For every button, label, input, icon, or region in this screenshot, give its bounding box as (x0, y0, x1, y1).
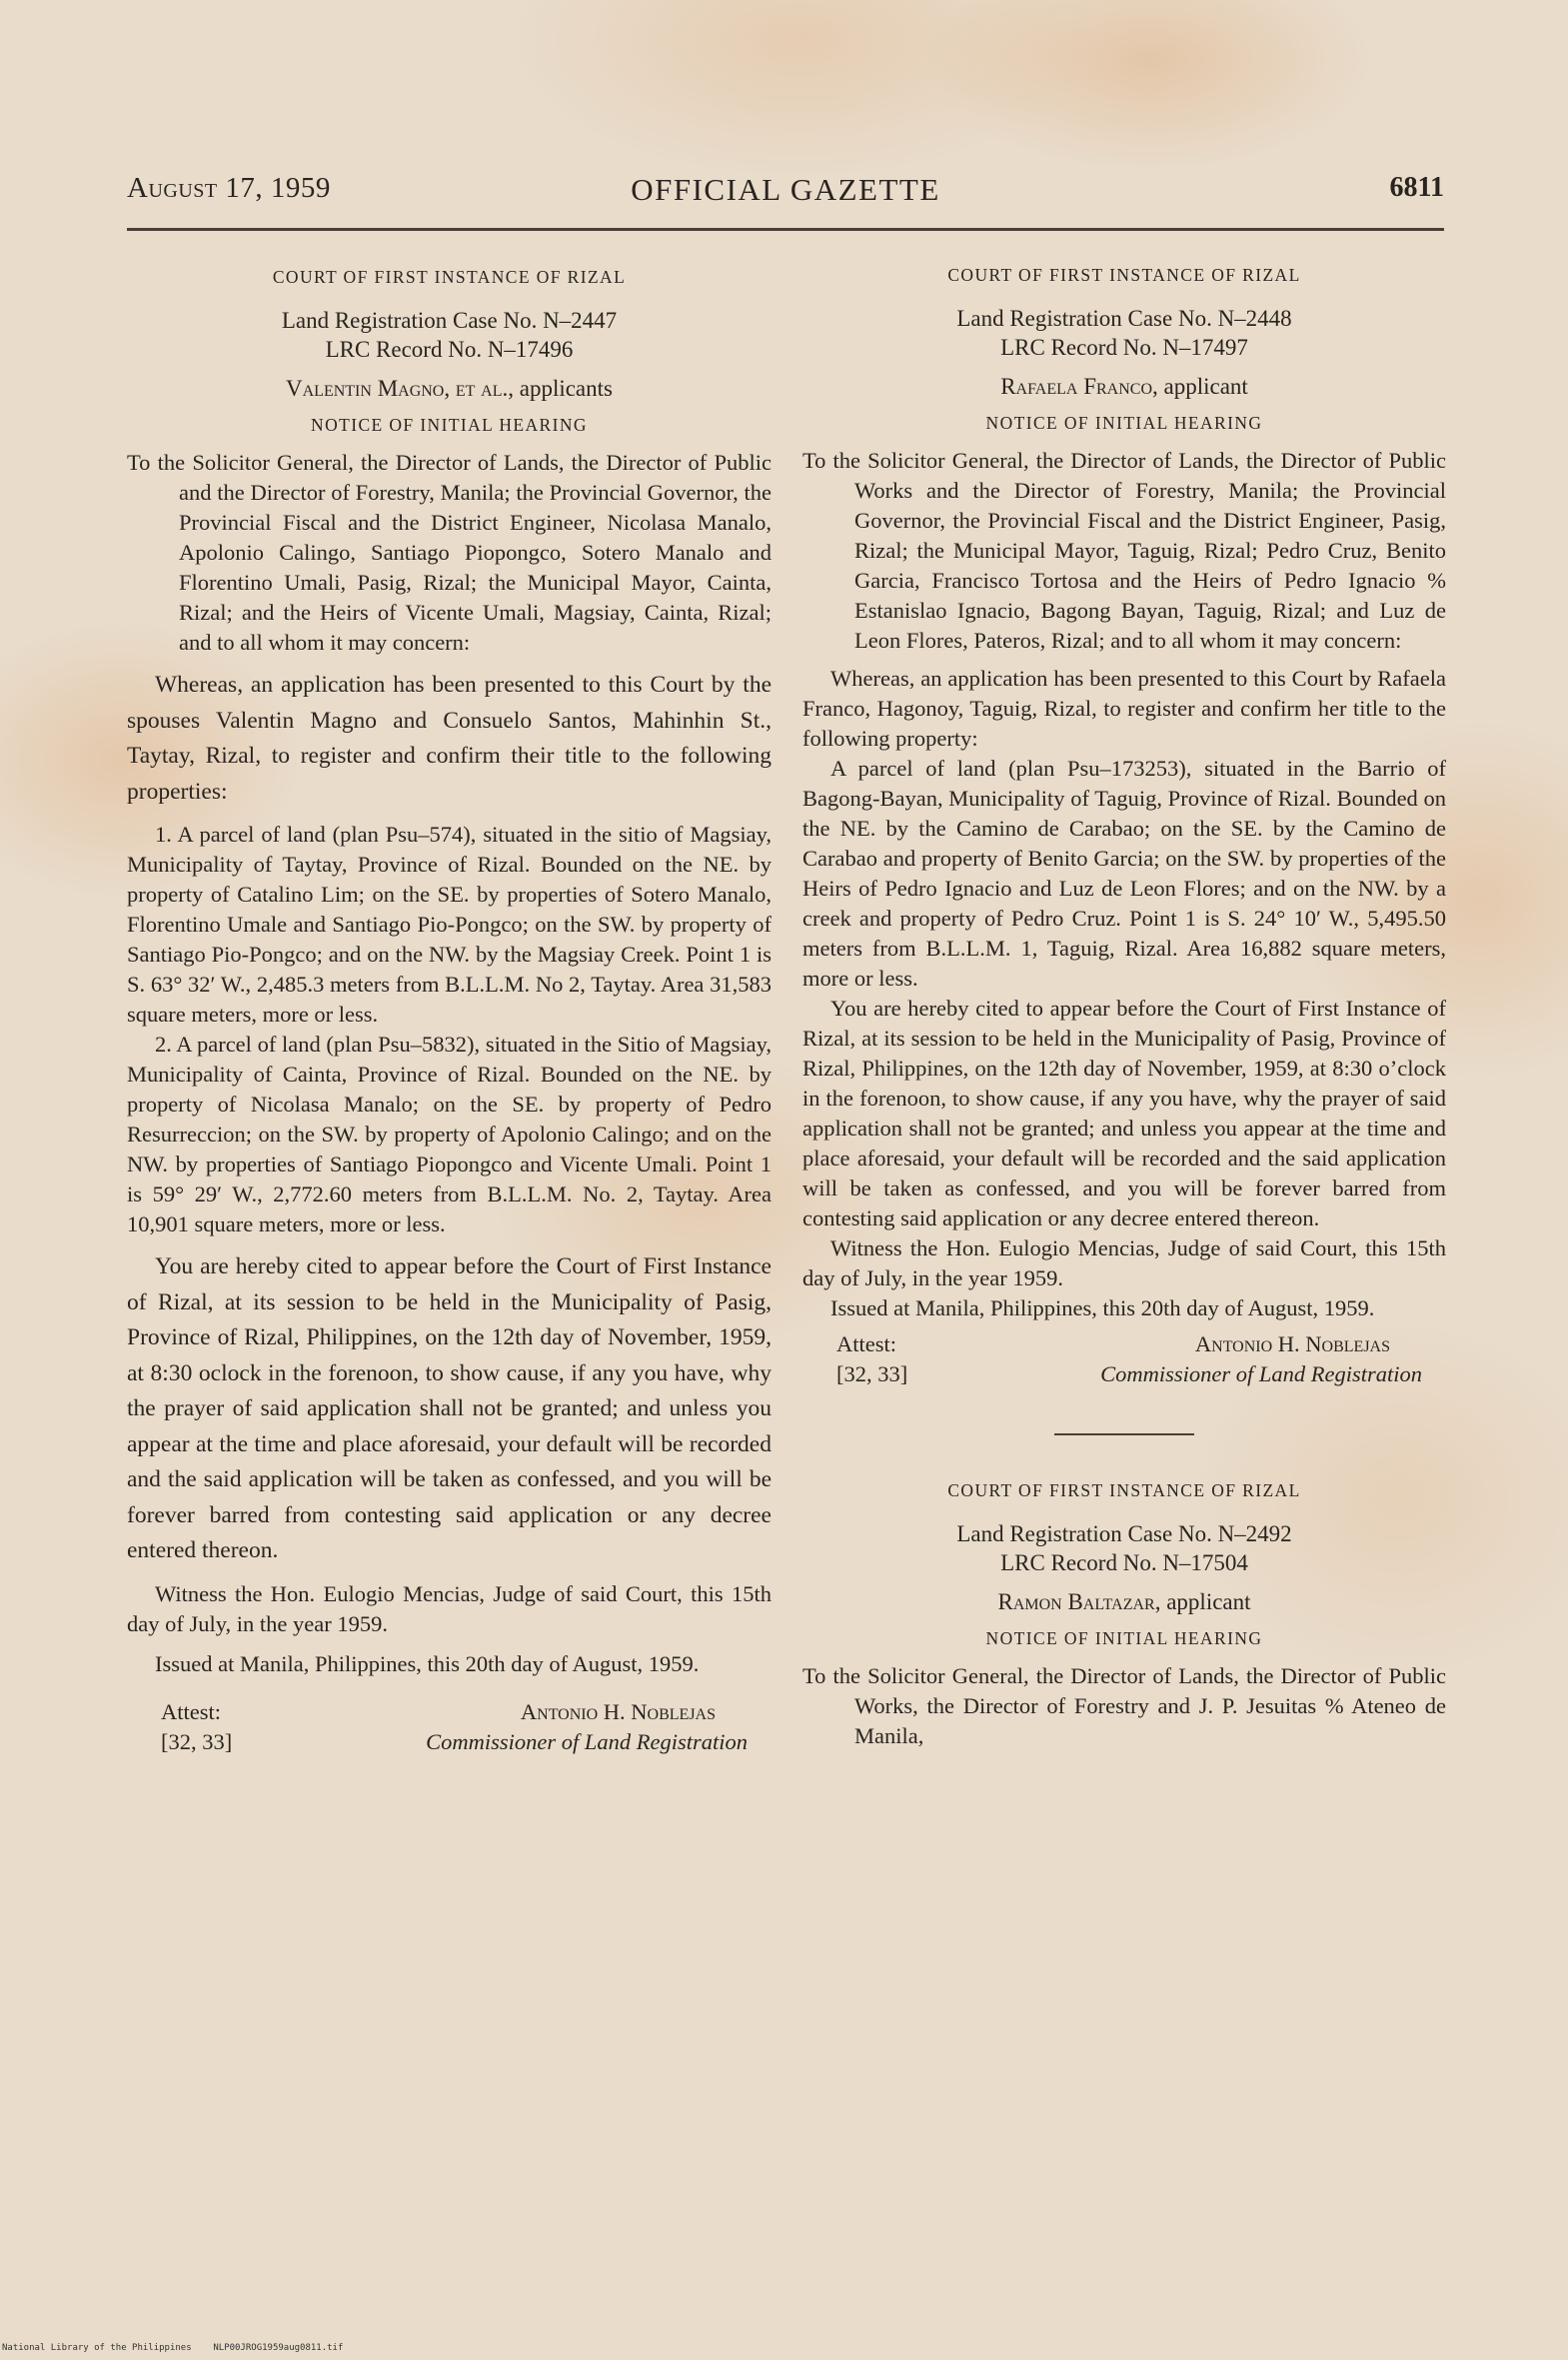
page-header (127, 172, 1444, 212)
page-number: 6811 (1389, 172, 1444, 203)
applicant-name: Rafaela Franco, (1000, 374, 1158, 399)
parcel-1-paragraph: 1. A parcel of land (plan Psu–574), situated in the sitio of Magsiay, Municipality of Taytay, Province of Rizal. Bounded on the NE. by property of Catalino Lim; on the SE. by properties of Sotero Manalo, Florentino Umale and Santiago Pio-Pongco; on the SW. by property of Santiago Pio-Pongco; and on the NW. by the Magsiay Creek. Point 1 is S. 63° 32′ W., 2,485.3 meters from B.L.L.M. No 2, Taytay. Area 31,583 square meters, more or less. (127, 822, 772, 1027)
applicant-line (802, 372, 1446, 402)
reference-numbers: [32, 33] (836, 1361, 908, 1386)
record-number: LRC Record No. N–17496 (325, 337, 574, 362)
applicant-line (802, 1587, 1446, 1617)
parcel-paragraph: A parcel of land (plan Psu–173253), situated in the Barrio of Bagong-Bayan, Municipality of Taguig, Province of Rizal. Bounded on the NE. by the Camino de Carabao; on the SE. by the Camino de Carabao and property of Benito Garcia; on the SW. by properties of the Heirs of Pedro Ignacio and Luz de Leon Flores; and on the NW. by a creek and property of Pedro Cruz. Point 1 is S. 24° 10′ W., 5,495.50 meters from B.L.L.M. 1, Taguig, Rizal. Area 16,882 square meters, more or less. (802, 756, 1446, 991)
signer-title: Commissioner of Land Registration (426, 1728, 748, 1754)
case-number: Land Registration Case No. N–2448 (956, 306, 1292, 331)
applicant-line (127, 374, 772, 404)
applicant-role: applicant (1166, 1589, 1251, 1614)
case-number: Land Registration Case No. N–2492 (956, 1521, 1292, 1546)
case-number: Land Registration Case No. N–2447 (281, 308, 618, 333)
court-heading: COURT OF FIRST INSTANCE OF RIZAL (272, 267, 627, 287)
citation-paragraph: You are hereby cited to appear before the Court of First Instance of Rizal, at its session to be held in the Municipality of Pasig, Province of Rizal, Philippines, on the 12th day of November, 1959, at 8:30 o’clock in the forenoon, to show cause, if any you have, why the prayer of said application shall not be granted; and unless you appear at the time and place aforesaid, your default will be recorded and the said application will be taken as confessed, and you will be forever barred from contesting said application or any decree entered thereon. (802, 996, 1446, 1230)
court-heading: COURT OF FIRST INSTANCE OF RIZAL (947, 265, 1301, 285)
address-paragraph: To the Solicitor General, the Director of Lands, the Director of Public Works and the Director of Forestry, Manila; the Provincial Governor, the Provincial Fiscal and the District Engineer, Pasig, Rizal; the Municipal Mayor, Taguig, Rizal; Pedro Cruz, Benito Garcia, Francisco Tortosa and the Heirs of Pedro Ignacio % Estanislao Ignacio, Bagong Bayan, Taguig, Rizal; and Luz de Leon Flores, Pateros, Rizal; and to all whom it may concern: (802, 448, 1446, 653)
library-credit: National Library of the Philippines (2, 2343, 192, 2353)
whereas-paragraph: Whereas, an application has been presented to this Court by the spouses Valentin Magno and Consuelo Santos, Mahinhin St., Taytay, Rizal, to register and confirm their title to the following properties: (127, 672, 772, 805)
applicant-name: Ramon Baltazar, (997, 1589, 1161, 1614)
witness-paragraph: Witness the Hon. Eulogio Mencias, Judge of said Court, this 15th day of July, in the year 1959. (802, 1235, 1446, 1290)
applicant-role: applicant (1163, 374, 1248, 399)
right-column (802, 260, 1446, 1751)
witness-paragraph: Witness the Hon. Eulogio Mencias, Judge of said Court, this 15th day of July, in the year 1959. (127, 1580, 772, 1636)
court-heading: COURT OF FIRST INSTANCE OF RIZAL (947, 1480, 1301, 1500)
attest-label: Attest: (161, 1698, 221, 1724)
applicant-role: applicants (519, 376, 613, 401)
issued-paragraph: Issued at Manila, Philippines, this 20th day of August, 1959. (155, 1650, 700, 1676)
signer-name: Antonio H. Noblejas (1194, 1331, 1390, 1356)
signature-block (802, 1329, 1446, 1391)
issued-paragraph: Issued at Manila, Philippines, this 20th day of August, 1959. (830, 1295, 1375, 1320)
attest-label: Attest: (836, 1331, 896, 1356)
address-paragraph: To the Solicitor General, the Director of Lands, the Director of Public Works, the Director of Forestry and J. P. Jesuitas % Ateneo de Manila, (802, 1663, 1446, 1748)
address-paragraph: To the Solicitor General, the Director of Lands, the Director of Public and the Director of Forestry, Manila; the Provincial Governor, the Provincial Fiscal and the District Engineer, Nicolasa Manalo, Apolonio Calingo, Santiago Piopongco, Sotero Manalo and Florentino Umali, Pasig, Rizal; the Municipal Mayor, Cainta, Rizal; and the Heirs of Vicente Umali, Magsiay, Cainta, Rizal; and to all whom it may concern: (127, 450, 772, 655)
header-rule (127, 228, 1444, 231)
left-column (127, 262, 772, 1759)
header-date: August 17, 1959 (127, 172, 331, 204)
whereas-paragraph: Whereas, an application has been presented to this Court by Rafaela Franco, Hagonoy, Taguig, Rizal, to register and confirm her title to the following property: (802, 666, 1446, 751)
applicant-name: Valentin Magno, et al., (286, 376, 514, 401)
record-number: LRC Record No. N–17504 (1000, 1550, 1248, 1575)
section-divider (1054, 1433, 1194, 1435)
signer-title: Commissioner of Land Registration (1100, 1361, 1422, 1386)
scan-footer (2, 2343, 343, 2353)
signature-block (127, 1697, 772, 1759)
notice-heading: NOTICE OF INITIAL HEARING (311, 415, 588, 435)
file-name: NLP00JROG1959aug0811.tif (213, 2343, 344, 2353)
signer-name: Antonio H. Noblejas (520, 1698, 716, 1724)
notice-heading: NOTICE OF INITIAL HEARING (985, 413, 1263, 433)
record-number: LRC Record No. N–17497 (1000, 335, 1248, 360)
notice-heading: NOTICE OF INITIAL HEARING (985, 1628, 1263, 1648)
header-title: OFFICIAL GAZETTE (631, 172, 940, 207)
reference-numbers: [32, 33] (161, 1728, 233, 1754)
citation-paragraph: You are hereby cited to appear before the Court of First Instance of Rizal, at its session to be held in the Municipality of Pasig, Province of Rizal, Philippines, on the 12th day of November, 1959, at 8:30 oclock in the forenoon, to show cause, if any you have, why the prayer of said application shall not be granted; and unless you appear at the time and place aforesaid, your default will be recorded and the said application will be taken as confessed, and you will be forever barred from contesting said application or any decree entered thereon. (127, 1253, 772, 1563)
parcel-2-paragraph: 2. A parcel of land (plan Psu–5832), situated in the Sitio of Magsiay, Municipality of Cainta, Province of Rizal. Bounded on the NE. by property of Nicolasa Manalo; on the SE. by property of Pedro Resurreccion; on the SW. by property of Apolonio Calingo; and on the NW. by properties of Santiago Piopongco and Vicente Umali. Point 1 is 59° 29′ W., 2,772.60 meters from B.L.L.M. No. 2, Taytay. Area 10,901 square meters, more or less. (127, 1032, 772, 1236)
